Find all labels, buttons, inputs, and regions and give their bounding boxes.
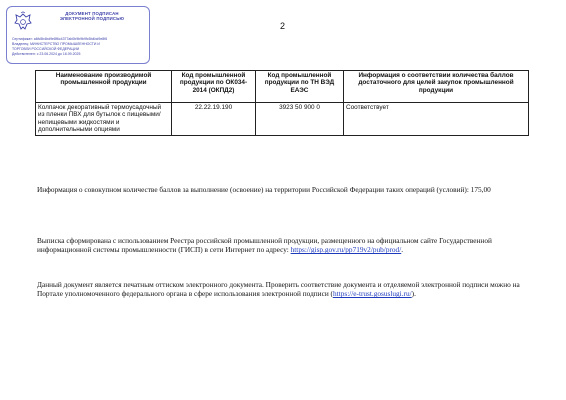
registry-extract-paragraph (37, 236, 528, 254)
registry-extract-suffix: . (401, 245, 404, 255)
stamp-owner-line1: Владелец: МИНИСТЕРСТВО ПРОМЫШЛЕННОСТИ И (12, 42, 100, 46)
cell-okpd2: 22.22.19.190 (172, 103, 256, 136)
header-compliance-info: Информация о соответствии количества баллов достаточного для целей закупок промышленной продукции (344, 71, 529, 103)
points-info-paragraph: Информация о совокупном количестве баллов за выполнение (освоение) на территории Российской Федерации таких операций (условий): 175,00 (37, 185, 491, 194)
stamp-valid: Действителен: с 23.06.2024 до 16.09.2025 (12, 52, 81, 56)
gisp-link[interactable]: https://gisp.gov.ru/pp719v2/pub/prod/ (290, 245, 402, 255)
stamp-owner-line2: ТОРГОВЛИ РОССИЙСКОЙ ФЕДЕРАЦИИ (12, 47, 80, 51)
stamp-heading-line2: ЭЛЕКТРОННОЙ ПОДПИСЬЮ (59, 16, 125, 22)
header-product-name: Наименование производимой промышленной продукции (36, 71, 172, 103)
header-tnved: Код промышленной продукции по ТН ВЭД ЕАЭС (256, 71, 344, 103)
table-row (36, 103, 529, 136)
verification-text: Данный документ является печатным оттиском электронного документа. Проверить соответствие документа и отделяемой электронной подписи можно на Портале уполномоченного федерального органа в сфере использования электронной подписи ( (37, 280, 520, 299)
cell-compliance-info: Соответствует (344, 103, 529, 136)
stamp-heading-line1: ДОКУМЕНТ ПОДПИСАН (65, 11, 119, 16)
stamp-certificate: Сертификат: a6fc5b4bd9e8f6c4377ab0b9b9b9fc5b4bd9e8f6 (12, 37, 108, 41)
signature-stamp (6, 6, 150, 64)
stamp-heading (37, 11, 147, 21)
products-table (35, 70, 529, 136)
verification-paragraph (37, 280, 528, 298)
header-okpd2: Код промышленной продукции по ОК034-2014 (ОКПД2) (172, 71, 256, 103)
registry-extract-text: Выписка сформирована с использованием Реестра российской промышленной продукции, размещенного на официальном сайте Государственной информационной системы промышленности (ГИСП) в сети Интернет по адресу: (37, 236, 492, 255)
page-number: 2 (280, 21, 286, 31)
cell-tnved: 3923 50 900 0 (256, 103, 344, 136)
etrust-link[interactable]: https://e-trust.gosuslugi.ru/ (333, 289, 412, 299)
coat-of-arms-icon (12, 11, 34, 33)
table-header-row (36, 71, 529, 103)
verification-suffix: ). (411, 289, 416, 299)
cell-product-name: Колпачок декоративный термоусадочный из пленки ПВХ для бутылок с пищевыми/непищевыми жидкостями и дополнительными опциями (36, 103, 172, 136)
